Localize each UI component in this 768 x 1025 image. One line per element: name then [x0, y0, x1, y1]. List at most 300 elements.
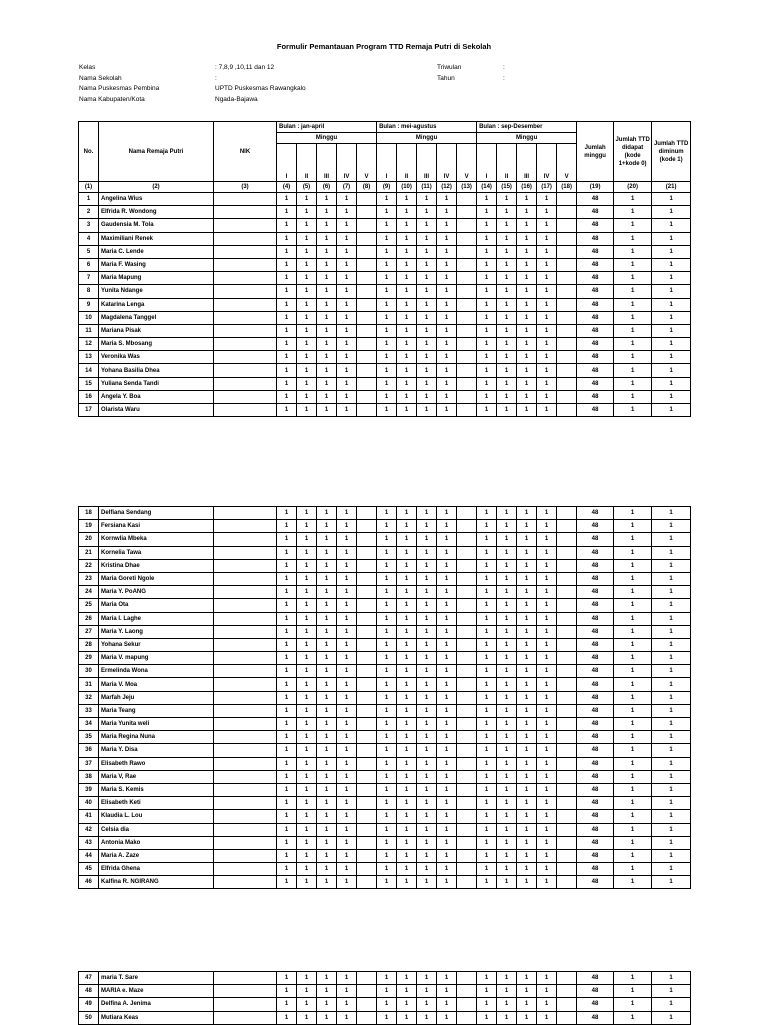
ttd-didapat-cell: 1: [614, 863, 652, 876]
week-mark: 1: [317, 586, 337, 599]
week-mark: 1: [277, 193, 297, 206]
ttd-didapat-cell: 1: [614, 985, 652, 998]
ttd-didapat-cell: 1: [614, 1011, 652, 1024]
week-mark: [357, 520, 377, 533]
week-mark: 1: [437, 823, 457, 836]
week-mark: [357, 783, 377, 796]
week-mark: 1: [477, 599, 497, 612]
week-mark: 1: [277, 972, 297, 985]
week-mark: 1: [337, 625, 357, 638]
student-nik: [214, 232, 277, 245]
student-nik: [214, 691, 277, 704]
student-name: Maria Teang: [99, 704, 214, 717]
week-mark: 1: [297, 232, 317, 245]
week-mark: 1: [497, 298, 517, 311]
week-mark: 1: [417, 245, 437, 258]
week-mark: 1: [477, 520, 497, 533]
table-row: [79, 1011, 691, 1024]
week-mark: 1: [397, 823, 417, 836]
week-mark: 1: [317, 718, 337, 731]
ttd-didapat-cell: 1: [614, 704, 652, 717]
week-mark: 1: [437, 193, 457, 206]
week-mark: 1: [437, 520, 457, 533]
student-name: Magdalena Tanggel: [99, 311, 214, 324]
row-number: 34: [79, 718, 99, 731]
week-mark: 1: [537, 404, 557, 417]
student-nik: [214, 731, 277, 744]
week-mark: [457, 572, 477, 585]
week-mark: 1: [377, 638, 397, 651]
row-number: 42: [79, 823, 99, 836]
week-mark: 1: [337, 364, 357, 377]
week-mark: 1: [437, 704, 457, 717]
week-mark: [457, 652, 477, 665]
week-mark: 1: [477, 972, 497, 985]
week-mark: 1: [377, 731, 397, 744]
week-mark: [357, 876, 377, 889]
header-ttd-diminum: Jumlah TTD diminum (kode 1): [652, 122, 691, 182]
week-mark: 1: [377, 390, 397, 403]
table-row: [79, 272, 691, 285]
student-name: Yohana Sekur: [99, 638, 214, 651]
column-number: (20): [614, 182, 652, 193]
student-name: Kornelia Tawa: [99, 546, 214, 559]
student-name: Elisabeth Rawo: [99, 757, 214, 770]
week-mark: 1: [477, 193, 497, 206]
week-mark: 1: [537, 193, 557, 206]
week-mark: 1: [277, 985, 297, 998]
week-mark: 1: [317, 770, 337, 783]
week-mark: [457, 404, 477, 417]
column-number: (18): [557, 182, 577, 193]
ttd-diminum-cell: 1: [652, 272, 691, 285]
table-row: [79, 324, 691, 337]
week-mark: 1: [317, 285, 337, 298]
week-mark: 1: [437, 245, 457, 258]
week-mark: 1: [517, 625, 537, 638]
week-mark: 1: [397, 638, 417, 651]
week-mark: 1: [417, 338, 437, 351]
week-mark: 1: [277, 533, 297, 546]
week-mark: 1: [437, 757, 457, 770]
row-number: 29: [79, 652, 99, 665]
week-mark: [357, 351, 377, 364]
week-mark: 1: [477, 285, 497, 298]
puskesmas-value: UPTD Puskesmas Rawangkalo: [215, 85, 306, 92]
ttd-didapat-cell: 1: [614, 638, 652, 651]
student-name: Yohana Basilia Dhea: [99, 364, 214, 377]
table-row: [79, 612, 691, 625]
week-mark: [357, 731, 377, 744]
student-nik: [214, 390, 277, 403]
week-mark: 1: [497, 863, 517, 876]
week-mark: 1: [297, 1011, 317, 1024]
student-nik: [214, 285, 277, 298]
ttd-didapat-cell: 1: [614, 612, 652, 625]
info-period-labels: [437, 63, 461, 84]
jumlah-minggu-cell: 48: [577, 638, 614, 651]
week-mark: 1: [537, 520, 557, 533]
table-row: [79, 836, 691, 849]
week-mark: 1: [437, 364, 457, 377]
week-mark: 1: [397, 219, 417, 232]
week-mark: 1: [377, 823, 397, 836]
week-mark: 1: [477, 232, 497, 245]
row-number: 10: [79, 311, 99, 324]
ttd-didapat-cell: 1: [614, 219, 652, 232]
ttd-didapat-cell: 1: [614, 193, 652, 206]
week-mark: 1: [277, 625, 297, 638]
week-mark: 1: [297, 678, 317, 691]
week-mark: 1: [397, 998, 417, 1011]
week-mark: 1: [377, 704, 397, 717]
week-mark: 1: [317, 998, 337, 1011]
table-row: [79, 507, 691, 520]
week-mark: 1: [437, 338, 457, 351]
week-mark: 1: [377, 678, 397, 691]
student-name: Yunita Ndange: [99, 285, 214, 298]
week-mark: 1: [337, 797, 357, 810]
week-mark: 1: [397, 691, 417, 704]
week-mark: 1: [297, 245, 317, 258]
week-mark: 1: [537, 206, 557, 219]
jumlah-minggu-cell: 48: [577, 863, 614, 876]
table-row: [79, 546, 691, 559]
table-row: [79, 245, 691, 258]
week-mark: 1: [317, 298, 337, 311]
week-mark: [357, 546, 377, 559]
week-mark: 1: [317, 193, 337, 206]
header-week-3-3: III: [517, 144, 537, 182]
row-number: 18: [79, 507, 99, 520]
week-mark: 1: [477, 612, 497, 625]
tahun-label: Tahun: [437, 74, 455, 82]
jumlah-minggu-cell: 48: [577, 390, 614, 403]
student-nik: [214, 836, 277, 849]
week-mark: 1: [517, 206, 537, 219]
student-name: Maria V. Moa: [99, 678, 214, 691]
table-row: [79, 757, 691, 770]
table-row: [79, 652, 691, 665]
week-mark: 1: [397, 533, 417, 546]
week-mark: 1: [317, 311, 337, 324]
week-mark: 1: [517, 783, 537, 796]
week-mark: 1: [397, 245, 417, 258]
week-mark: 1: [317, 612, 337, 625]
table-row: [79, 193, 691, 206]
week-mark: 1: [417, 390, 437, 403]
jumlah-minggu-cell: 48: [577, 206, 614, 219]
student-nik: [214, 219, 277, 232]
week-mark: 1: [517, 272, 537, 285]
week-mark: 1: [497, 364, 517, 377]
student-name: Yuliana Senda Tandi: [99, 377, 214, 390]
student-nik: [214, 625, 277, 638]
week-mark: 1: [437, 770, 457, 783]
week-mark: 1: [417, 972, 437, 985]
week-mark: 1: [537, 572, 557, 585]
week-mark: 1: [537, 797, 557, 810]
table-row: [79, 599, 691, 612]
week-mark: 1: [477, 559, 497, 572]
week-mark: 1: [437, 612, 457, 625]
week-mark: 1: [397, 810, 417, 823]
row-number: 15: [79, 377, 99, 390]
row-number: 9: [79, 298, 99, 311]
week-mark: 1: [517, 876, 537, 889]
table-row: [79, 731, 691, 744]
kabupaten-label: Nama Kabupaten/Kota: [79, 95, 145, 103]
week-mark: [357, 377, 377, 390]
week-mark: 1: [297, 836, 317, 849]
week-mark: 1: [377, 285, 397, 298]
week-mark: [457, 377, 477, 390]
week-mark: [557, 298, 577, 311]
ttd-didapat-cell: 1: [614, 744, 652, 757]
week-mark: 1: [297, 311, 317, 324]
week-mark: 1: [397, 599, 417, 612]
week-mark: [457, 972, 477, 985]
ttd-diminum-cell: 1: [652, 691, 691, 704]
row-number: 49: [79, 998, 99, 1011]
column-number: (13): [457, 182, 477, 193]
week-mark: 1: [497, 404, 517, 417]
week-mark: 1: [297, 797, 317, 810]
week-mark: 1: [297, 599, 317, 612]
ttd-diminum-cell: 1: [652, 704, 691, 717]
ttd-didapat-cell: 1: [614, 351, 652, 364]
week-mark: 1: [297, 404, 317, 417]
week-mark: 1: [497, 219, 517, 232]
week-mark: [557, 232, 577, 245]
week-mark: 1: [537, 998, 557, 1011]
week-mark: 1: [537, 757, 557, 770]
week-mark: 1: [517, 520, 537, 533]
student-name: Maria S. Kemis: [99, 783, 214, 796]
week-mark: 1: [537, 324, 557, 337]
student-nik: [214, 586, 277, 599]
jumlah-minggu-cell: 48: [577, 338, 614, 351]
week-mark: 1: [497, 665, 517, 678]
week-mark: 1: [277, 311, 297, 324]
student-name: Maria I. Laghe: [99, 612, 214, 625]
week-mark: [457, 206, 477, 219]
week-mark: 1: [277, 797, 297, 810]
week-mark: 1: [537, 285, 557, 298]
week-mark: 1: [437, 311, 457, 324]
ttd-didapat-cell: 1: [614, 377, 652, 390]
week-mark: 1: [317, 744, 337, 757]
week-mark: 1: [377, 665, 397, 678]
week-mark: [457, 836, 477, 849]
week-mark: 1: [297, 351, 317, 364]
row-number: 8: [79, 285, 99, 298]
week-mark: 1: [497, 718, 517, 731]
student-nik: [214, 810, 277, 823]
jumlah-minggu-cell: 48: [577, 599, 614, 612]
week-mark: [557, 324, 577, 337]
jumlah-minggu-cell: 48: [577, 572, 614, 585]
week-mark: 1: [537, 272, 557, 285]
ttd-diminum-cell: 1: [652, 783, 691, 796]
week-mark: 1: [337, 638, 357, 651]
table-row: [79, 691, 691, 704]
week-mark: [457, 219, 477, 232]
row-number: 45: [79, 863, 99, 876]
week-mark: [557, 533, 577, 546]
week-mark: 1: [317, 691, 337, 704]
student-nik: [214, 638, 277, 651]
week-mark: 1: [477, 245, 497, 258]
week-mark: 1: [277, 338, 297, 351]
column-number: (21): [652, 182, 691, 193]
week-mark: 1: [297, 783, 317, 796]
week-mark: [457, 704, 477, 717]
ttd-didapat-cell: 1: [614, 572, 652, 585]
week-mark: 1: [317, 258, 337, 271]
week-mark: 1: [297, 206, 317, 219]
table-row: [79, 206, 691, 219]
week-mark: 1: [277, 810, 297, 823]
week-mark: 1: [517, 351, 537, 364]
week-mark: 1: [537, 638, 557, 651]
week-mark: 1: [317, 665, 337, 678]
table-row: [79, 985, 691, 998]
ttd-didapat-cell: 1: [614, 546, 652, 559]
week-mark: [557, 586, 577, 599]
student-nik: [214, 985, 277, 998]
row-number: 2: [79, 206, 99, 219]
jumlah-minggu-cell: 48: [577, 849, 614, 862]
week-mark: 1: [477, 998, 497, 1011]
student-nik: [214, 797, 277, 810]
week-mark: 1: [497, 572, 517, 585]
week-mark: 1: [337, 836, 357, 849]
week-mark: 1: [477, 836, 497, 849]
week-mark: 1: [517, 652, 537, 665]
week-mark: 1: [337, 311, 357, 324]
week-mark: [557, 520, 577, 533]
week-mark: 1: [497, 245, 517, 258]
week-mark: 1: [497, 533, 517, 546]
week-mark: 1: [517, 572, 537, 585]
week-mark: 1: [537, 625, 557, 638]
week-mark: 1: [337, 324, 357, 337]
student-name: Maria Regina Nuna: [99, 731, 214, 744]
week-mark: 1: [337, 704, 357, 717]
student-nik: [214, 245, 277, 258]
week-mark: 1: [417, 665, 437, 678]
jumlah-minggu-cell: 48: [577, 770, 614, 783]
page-title: Formulir Pemantauan Program TTD Remaja Putri di Sekolah: [276, 42, 492, 51]
week-mark: 1: [537, 985, 557, 998]
student-nik: [214, 193, 277, 206]
week-mark: [457, 338, 477, 351]
week-mark: 1: [397, 770, 417, 783]
week-mark: 1: [517, 193, 537, 206]
week-mark: 1: [277, 572, 297, 585]
student-nik: [214, 351, 277, 364]
week-mark: 1: [437, 1011, 457, 1024]
week-mark: 1: [297, 704, 317, 717]
table-row: [79, 285, 691, 298]
week-mark: [557, 876, 577, 889]
ttd-diminum-cell: 1: [652, 245, 691, 258]
week-mark: 1: [517, 232, 537, 245]
week-mark: 1: [437, 298, 457, 311]
row-number: 7: [79, 272, 99, 285]
week-mark: 1: [317, 783, 337, 796]
ttd-diminum-cell: 1: [652, 324, 691, 337]
week-mark: 1: [397, 258, 417, 271]
student-name: Elfrida Ghena: [99, 863, 214, 876]
week-mark: 1: [377, 559, 397, 572]
week-mark: [357, 572, 377, 585]
column-number: (11): [417, 182, 437, 193]
week-mark: [557, 219, 577, 232]
week-mark: 1: [317, 546, 337, 559]
week-mark: 1: [537, 704, 557, 717]
week-mark: 1: [337, 533, 357, 546]
week-mark: 1: [337, 810, 357, 823]
week-mark: [457, 876, 477, 889]
student-nik: [214, 324, 277, 337]
ttd-didapat-cell: 1: [614, 678, 652, 691]
week-mark: 1: [377, 744, 397, 757]
ttd-didapat-cell: 1: [614, 849, 652, 862]
week-mark: [457, 298, 477, 311]
week-mark: [557, 972, 577, 985]
week-mark: 1: [417, 863, 437, 876]
week-mark: 1: [517, 823, 537, 836]
week-mark: 1: [277, 258, 297, 271]
week-mark: 1: [277, 404, 297, 417]
ttd-didapat-cell: 1: [614, 232, 652, 245]
week-mark: 1: [277, 390, 297, 403]
week-mark: 1: [397, 665, 417, 678]
week-mark: 1: [297, 665, 317, 678]
week-mark: 1: [377, 258, 397, 271]
week-mark: 1: [537, 599, 557, 612]
week-mark: 1: [537, 533, 557, 546]
week-mark: [357, 559, 377, 572]
student-name: maria T. Sare: [99, 972, 214, 985]
week-mark: 1: [397, 285, 417, 298]
week-mark: [557, 572, 577, 585]
week-mark: 1: [297, 586, 317, 599]
week-mark: 1: [377, 364, 397, 377]
week-mark: 1: [277, 285, 297, 298]
jumlah-minggu-cell: 48: [577, 625, 614, 638]
week-mark: [357, 691, 377, 704]
ttd-didapat-cell: 1: [614, 559, 652, 572]
week-mark: 1: [297, 744, 317, 757]
week-mark: 1: [437, 638, 457, 651]
week-mark: 1: [377, 377, 397, 390]
week-mark: 1: [397, 612, 417, 625]
week-mark: 1: [517, 1011, 537, 1024]
week-mark: [557, 193, 577, 206]
week-mark: 1: [437, 559, 457, 572]
week-mark: 1: [417, 324, 437, 337]
week-mark: 1: [277, 836, 297, 849]
week-mark: 1: [317, 232, 337, 245]
week-mark: 1: [317, 390, 337, 403]
week-mark: 1: [537, 559, 557, 572]
week-mark: 1: [437, 876, 457, 889]
student-nik: [214, 678, 277, 691]
week-mark: 1: [537, 364, 557, 377]
